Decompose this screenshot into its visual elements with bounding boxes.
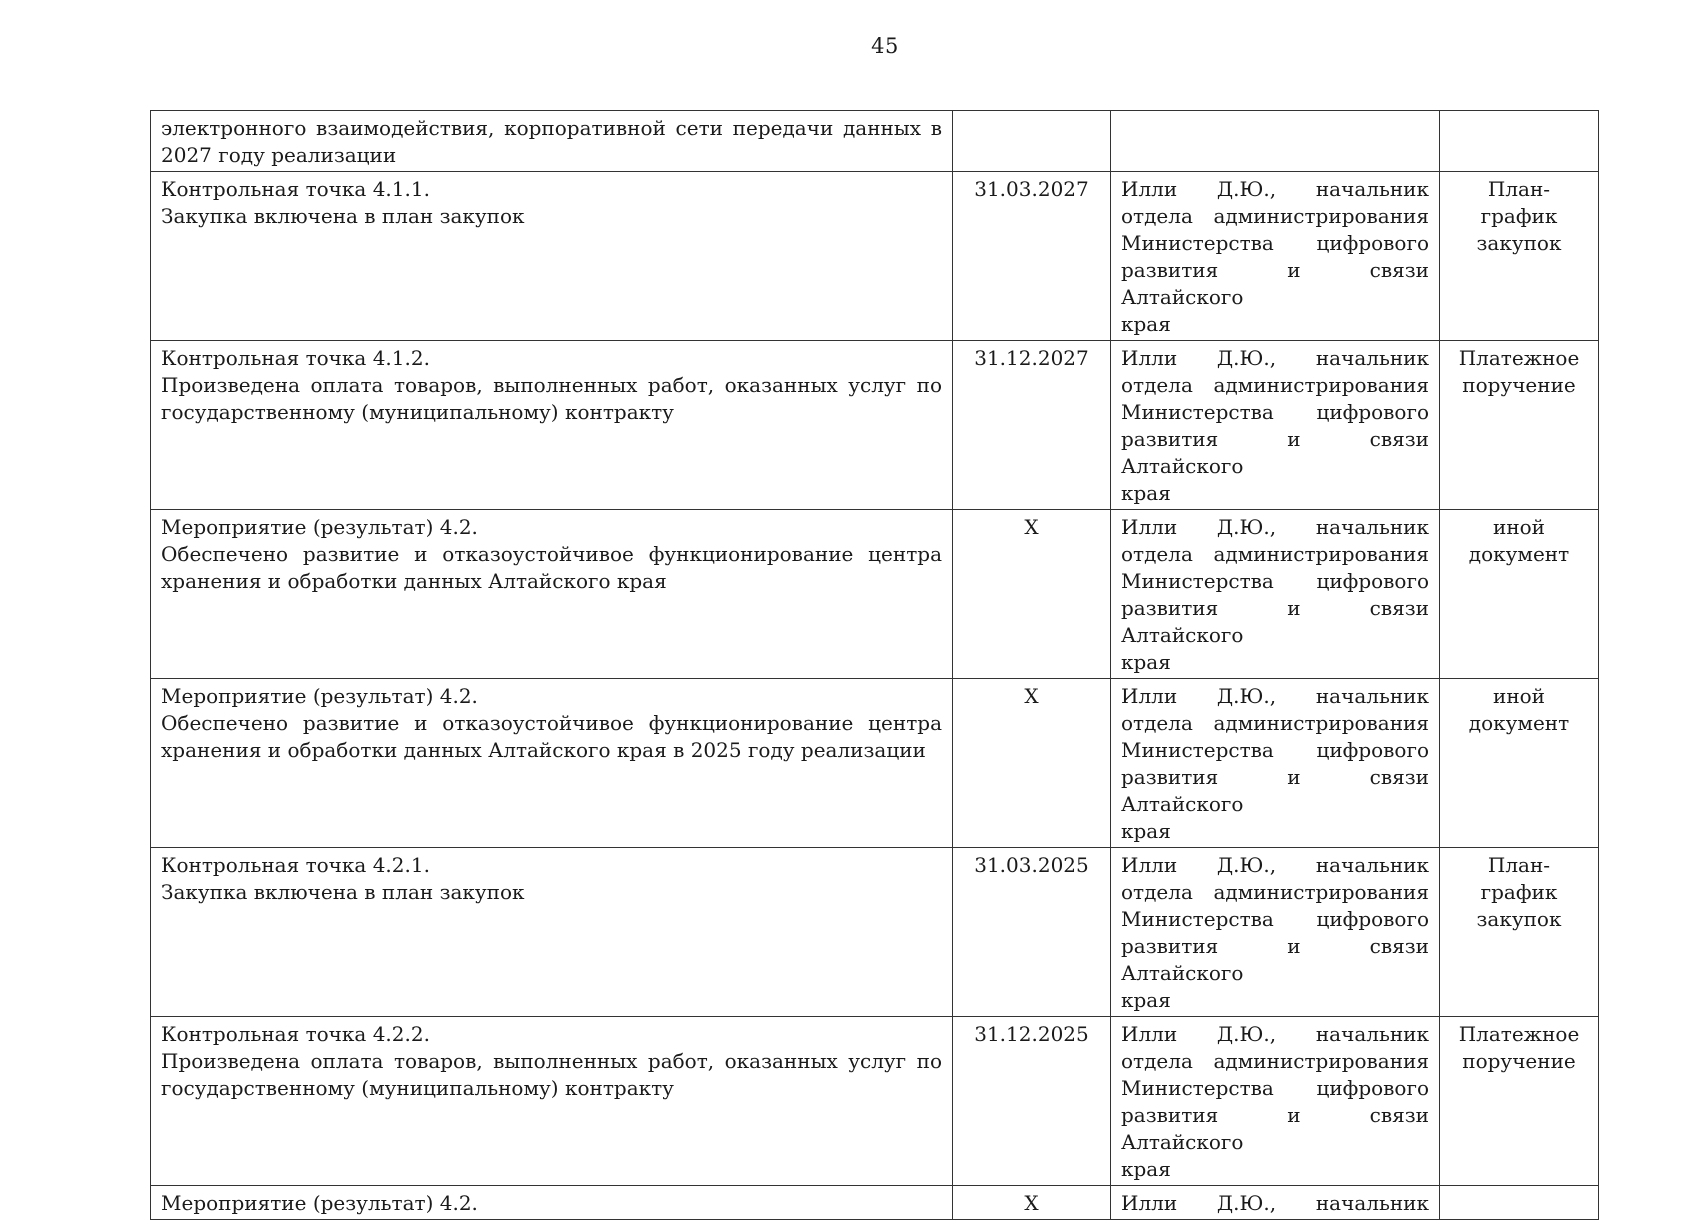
task-cell — [151, 111, 953, 172]
task-text: Обеспечено развитие и отказоустойчивое функционирование центра хранения и обработки данных Алтайского края в 2025 году реализации — [161, 711, 942, 762]
table-row — [151, 172, 1599, 341]
responsible-line: края — [1121, 481, 1171, 505]
responsible-line: Министерства цифрового — [1121, 569, 1429, 593]
responsible-line: развития и связи Алтайского — [1121, 1103, 1429, 1154]
task-title: Контрольная точка 4.2.1. — [161, 853, 430, 877]
task-cell — [151, 172, 953, 341]
task-title: Мероприятие (результат) 4.2. — [161, 1191, 478, 1215]
task-title: Мероприятие (результат) 4.2. — [161, 515, 478, 539]
responsible-line: отдела администрирования — [1121, 373, 1429, 397]
responsible-line: развития и связи Алтайского — [1121, 765, 1429, 816]
date-cell — [953, 1017, 1111, 1186]
date-cell — [953, 848, 1111, 1017]
responsible-cell — [1111, 341, 1440, 510]
responsible-line: края — [1121, 312, 1171, 336]
document-cell — [1440, 1186, 1599, 1220]
responsible-cell — [1111, 172, 1440, 341]
table-row — [151, 510, 1599, 679]
task-text: Произведена оплата товаров, выполненных работ, оказанных услуг по государственному (муниципальному) контракту — [161, 373, 942, 424]
table-row — [151, 341, 1599, 510]
responsible-line: Илли Д.Ю., начальник — [1121, 177, 1429, 201]
date-text: Х — [1024, 1191, 1039, 1215]
responsible-line: края — [1121, 650, 1171, 674]
responsible-line: развития и связи Алтайского — [1121, 596, 1429, 647]
date-text: 31.03.2025 — [974, 853, 1089, 877]
date-text: 31.12.2025 — [974, 1022, 1089, 1046]
date-text: 31.03.2027 — [974, 177, 1089, 201]
task-cell — [151, 510, 953, 679]
task-title: Контрольная точка 4.1.2. — [161, 346, 430, 370]
date-text: Х — [1024, 515, 1039, 539]
task-title: Контрольная точка 4.1.1. — [161, 177, 430, 201]
document-text: План-график закупок — [1476, 853, 1562, 931]
task-text: Закупка включена в план закупок — [161, 204, 525, 228]
responsible-line: отдела администрирования — [1121, 204, 1429, 228]
document-text: иной документ — [1468, 515, 1570, 566]
responsible-cell — [1111, 111, 1440, 172]
plan-table — [150, 110, 1599, 1220]
date-cell — [953, 111, 1111, 172]
document-cell — [1440, 1017, 1599, 1186]
task-cell — [151, 341, 953, 510]
responsible-cell — [1111, 679, 1440, 848]
document-cell — [1440, 848, 1599, 1017]
document-cell — [1440, 111, 1599, 172]
responsible-line: Илли Д.Ю., начальник — [1121, 684, 1429, 708]
document-cell — [1440, 679, 1599, 848]
responsible-line: Илли Д.Ю., начальник — [1121, 515, 1429, 539]
responsible-line: отдела администрирования — [1121, 880, 1429, 904]
document-text: Платежное поручение — [1458, 1022, 1580, 1073]
responsible-line: края — [1121, 1157, 1171, 1181]
responsible-line: Илли Д.Ю., начальник — [1121, 1022, 1429, 1046]
task-cell — [151, 1017, 953, 1186]
responsible-cell — [1111, 1017, 1440, 1186]
responsible-line: отдела администрирования — [1121, 1049, 1429, 1073]
date-cell — [953, 172, 1111, 341]
responsible-line: Министерства цифрового — [1121, 400, 1429, 424]
responsible-line: Министерства цифрового — [1121, 907, 1429, 931]
task-text: Закупка включена в план закупок — [161, 880, 525, 904]
responsible-line: развития и связи Алтайского — [1121, 427, 1429, 478]
date-cell — [953, 341, 1111, 510]
document-cell — [1440, 510, 1599, 679]
document-text: Платежное поручение — [1458, 346, 1580, 397]
responsible-cell — [1111, 848, 1440, 1017]
responsible-line: развития и связи Алтайского — [1121, 258, 1429, 309]
responsible-line: Министерства цифрового — [1121, 1076, 1429, 1100]
responsible-line: края — [1121, 819, 1171, 843]
date-cell — [953, 510, 1111, 679]
table-row — [151, 679, 1599, 848]
table-row — [151, 1017, 1599, 1186]
task-cell — [151, 1186, 953, 1220]
document-text: План-график закупок — [1476, 177, 1562, 255]
responsible-line: Илли Д.Ю., начальник — [1121, 853, 1429, 877]
date-cell — [953, 679, 1111, 848]
task-text: Обеспечено развитие и отказоустойчивое функционирование центра хранения и обработки данных Алтайского края — [161, 542, 942, 593]
task-text: Произведена оплата товаров, выполненных работ, оказанных услуг по государственному (муниципальному) контракту — [161, 1049, 942, 1100]
responsible-line: Илли Д.Ю., начальник — [1121, 346, 1429, 370]
responsible-line: Министерства цифрового — [1121, 231, 1429, 255]
responsible-cell — [1111, 510, 1440, 679]
document-text: иной документ — [1468, 684, 1570, 735]
document-cell — [1440, 341, 1599, 510]
responsible-line: Министерства цифрового — [1121, 738, 1429, 762]
date-text: 31.12.2027 — [974, 346, 1089, 370]
table-row — [151, 111, 1599, 172]
table-row — [151, 1186, 1599, 1220]
task-cell — [151, 848, 953, 1017]
responsible-cell — [1111, 1186, 1440, 1220]
responsible-line: развития и связи Алтайского — [1121, 934, 1429, 985]
responsible-line: отдела администрирования — [1121, 711, 1429, 735]
responsible-line: края — [1121, 988, 1171, 1012]
task-cell — [151, 679, 953, 848]
table-row — [151, 848, 1599, 1017]
task-text: электронного взаимодействия, корпоративной сети передачи данных в 2027 году реализации — [161, 116, 942, 167]
responsible-line: Илли Д.Ю., начальник — [1121, 1191, 1429, 1215]
date-cell — [953, 1186, 1111, 1220]
task-title: Мероприятие (результат) 4.2. — [161, 684, 478, 708]
page-number: 45 — [871, 34, 899, 58]
date-text: Х — [1024, 684, 1039, 708]
task-title: Контрольная точка 4.2.2. — [161, 1022, 430, 1046]
document-cell — [1440, 172, 1599, 341]
responsible-line: отдела администрирования — [1121, 542, 1429, 566]
